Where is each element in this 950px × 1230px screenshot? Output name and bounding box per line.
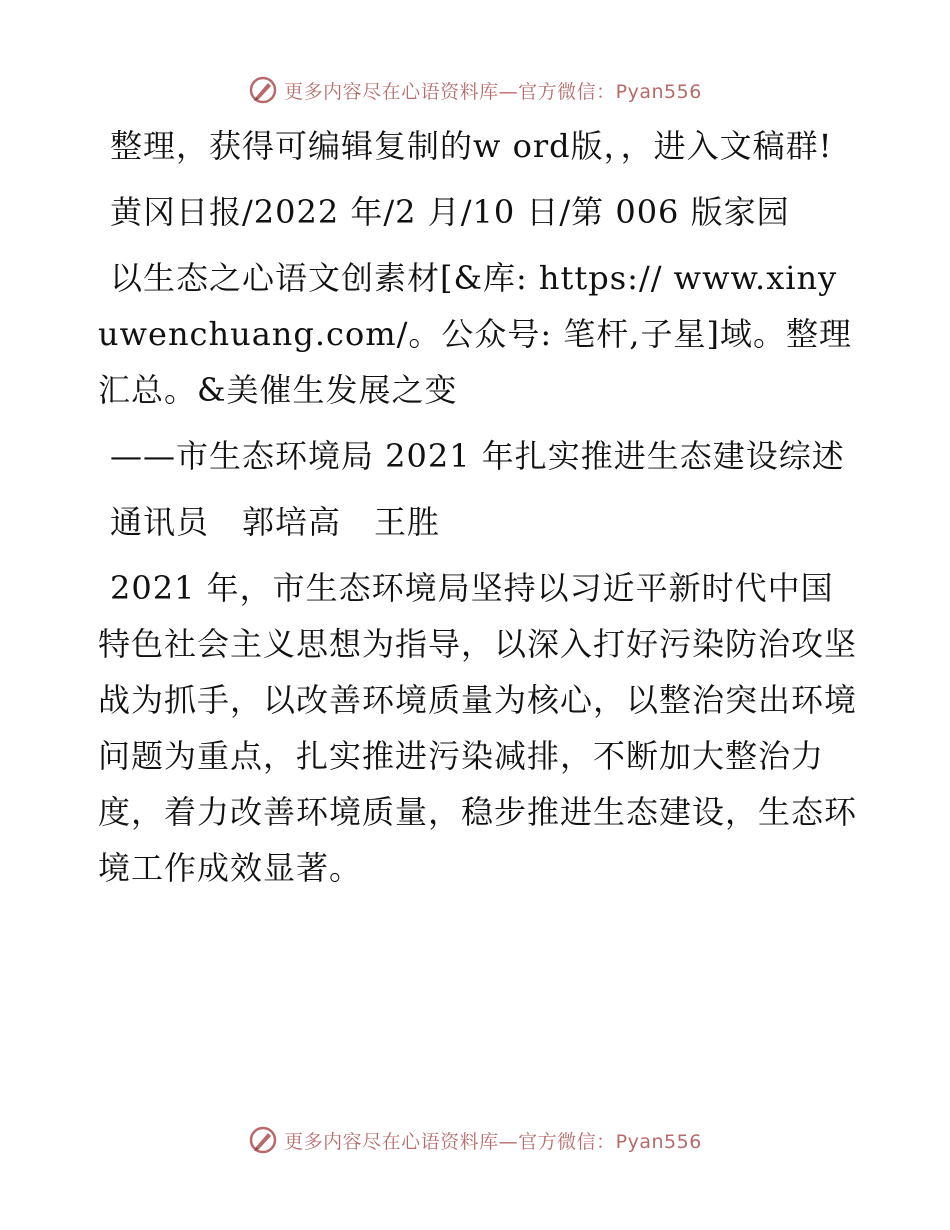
source-line: 黄冈日报/2022 年/2 月/10 日/第 006 版家园	[110, 193, 790, 231]
byline: 通讯员 郭培高 王胜	[110, 503, 441, 541]
document-body	[98, 118, 858, 906]
intro-note: 整理，获得可编辑复制的w ord版，，进入文稿群!	[110, 127, 833, 165]
banner-text: 更多内容尽在心语资料库—官方微信：Pyan556	[284, 1130, 702, 1153]
quill-pen-icon	[248, 75, 278, 105]
article-subtitle: ——市生态环境局 2021 年扎实推进生态建设综述	[110, 437, 845, 475]
quill-pen-icon	[248, 1125, 278, 1155]
header-banner	[0, 70, 950, 110]
footer-banner	[0, 1120, 950, 1160]
banner-text: 更多内容尽在心语资料库—官方微信：Pyan556	[284, 80, 702, 103]
body-paragraph: 2021 年，市生态环境局坚持以习近平新时代中国特色社会主义思想为指导，以深入打好污染防治攻坚战为抓手，以改善环境质量为核心，以整治突出环境问题为重点，扎实推进污染减排，不断加大整治力度，着力改善环境质量，稳步推进生态建设，生态环境工作成效显著。	[98, 569, 858, 887]
article-title: 以生态之心语文创素材[&库: https:// www.xinyuwenchuang.com/。公众号: 笔杆,子星]域。整理汇总。&美催生发展之变	[98, 259, 852, 409]
